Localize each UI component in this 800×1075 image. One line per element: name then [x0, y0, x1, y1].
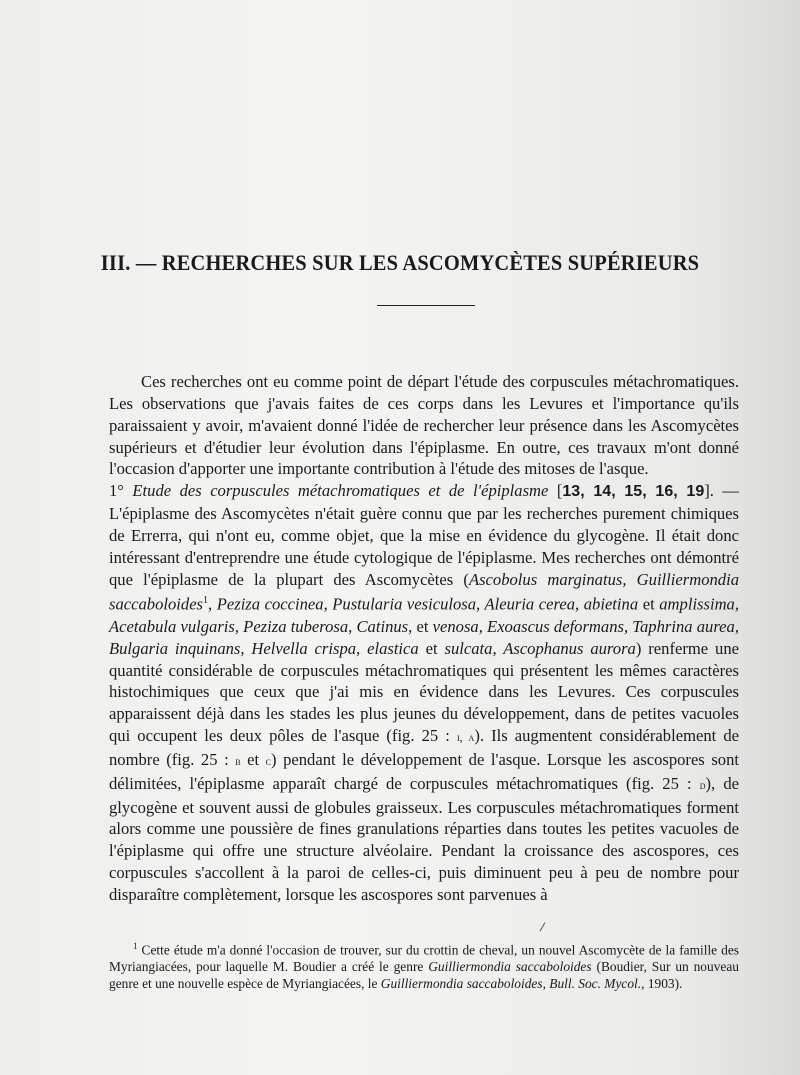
text-run: — L'épiplasme des Ascomycètes n'était guère connu que par les recherches purement chimiques de Errerra, qui n'ont eu, comme objet, que la mise en évidence du glycogène. Il était donc intéressant d'entreprendre une étude cytologique de l'épiplasme. Mes recherches ont démontré que l'épiplasme de la plupart des Ascomycètes ( [109, 481, 739, 589]
text-run: Cette étude m'a donné l'occasion de trouver, sur du crottin de cheval, un nouvel Ascomycète de la famille des Myriangiacées, pour laquelle M. Boudier a créé le genre [109, 942, 739, 975]
text-run: (Boudier, Sur un nouveau genre et une nouvelle espèce de Myriangiacées, le [109, 959, 739, 992]
species-list: Ascobolus marginatus, Guilliermondia saccaboloides [109, 569, 739, 614]
heading-rule [377, 305, 475, 306]
footnote [109, 938, 739, 993]
text-run: et [240, 749, 266, 769]
text-run: , 1903). [641, 976, 683, 992]
footnote-separator [539, 922, 550, 934]
citation: Guilliermondia saccaboloides, Bull. Soc. Mycol. [380, 976, 642, 992]
species-list: sulcata, Ascophanus aurora [444, 638, 636, 658]
footnote-text [109, 938, 739, 993]
text-run: ), de glycogène et souvent aussi de globules graisseux. Les corpuscules métachromatiques forment alors comme une poussière de fines granulations réparties dans toutes les petites vacuoles de l'épiplasme qui offre une structure alvéolaire. Pendant la croissance des ascospores, ces corpuscules s'accollent à la paroi de celles-ci, puis diminuent peu à peu de nombre pour disparaître complètement, lorsque les ascospores sont parvenues à [109, 773, 739, 904]
species-list: amplissima, Acetabula vulgaris, Peziza tuberosa, Catinus, [109, 594, 740, 636]
text-run: ) renferme une quantité considérable de corpuscules métachromatiques qui présentent les mêmes caractères histochimiques que ceux que j'ai mis en évidence dans les Levures. Ces corpuscules apparaissent déjà dans les stades les plus jeunes du développement, dans de petites vacuoles qui occupent les deux pôles de l'asque (fig. 25 : [109, 638, 740, 746]
footnote-number: 1 [133, 941, 138, 951]
species-list: venosa, Exoascus deformans, Taphrina aurea, Bulgaria inquinans, Helvella crispa, elastica [109, 616, 739, 658]
reference-numbers: 13, 14, 15, 16, 19 [562, 483, 705, 501]
figure-label: d [699, 777, 706, 792]
text-run: ). Ils augmentent considérablement de nombre (fig. 25 : [109, 726, 739, 769]
section-title: Etude des corpuscules métachromatiques et de l'épiplasme [132, 481, 549, 501]
figure-label: b [235, 753, 241, 768]
species-name: Guilliermondia saccaboloides [428, 959, 592, 975]
paragraph-intro: Ces recherches ont eu comme point de départ l'étude des corpuscules métachromatiques. Les observations que j'avais faites de ces corps dans les Levures et l'importance qu'ils paraissaient y avoir, m'avaient donné l'idée de rechercher leur présence dans les Ascomycètes supérieurs et d'étudier leur évolution dans l'épiplasme. En outre, ces travaux m'ont donné l'occasion d'apporter une importante contribution à l'étude des mitoses de l'asque. [109, 372, 739, 479]
text-run: et [418, 638, 445, 658]
paragraph-epiplasme: 1° Etude des corpuscules métachromatiques et de l'épiplasme [13, 14, 15, 16, 19]. — L'épiplasme des Ascomycètes n'était guère connu que par les recherches purement chimiques de Errerra, qui n'ont eu, comme objet, que la mise en évidence du glycogène. Il était donc intéressant d'entreprendre une étude cytologique de l'épiplasme. Mes recherches ont démontré que l'épiplasme de la plupart des Ascomycètes (Ascobolus marginatus, Guilliermondia saccaboloides$^1$, Peziza coccinea, Pustularia vesiculosa, Aleuria cerea, abietina et amplissima, Acetabula vulgaris, Peziza tuberosa, Catinus, et venosa, Exoascus deformans, Taphrina aurea, Bulgaria inquinans, Helvella crispa, elastica et sulcata, Ascophanus aurora) renferme une quantité considérable de corpuscules métachromatiques qui présentent les mêmes caractères histochimiques que ceux que j'ai mis en évidence dans les Levures. Ces corpuscules apparaissent déjà dans les stades les plus jeunes du développement, dans de petites vacuoles qui occupent les deux pôles de l'asque (fig. 25 : i, a). Ils augmentent considérablement de nombre (fig. 25 : b et c) pendant le développement de l'asque. Lorsque les ascospores sont délimitées, l'épiplasme apparaît chargé de corpuscules métachromatiques (fig. 25 : d), de glycogène et souvent aussi de globules graisseux. Les corpuscules métachromatiques forment alors comme une poussière de fines granulations réparties dans toutes les petites vacuoles de l'épiplasme qui offre une structure alvéolaire. Pendant la croissance des ascospores, ces corpuscules s'accollent à la paroi de celles-ci, puis diminuent peu à peu de nombre pour disparaître complètement, lorsque les ascospores sont parvenues à [109, 481, 740, 904]
text-run: et [412, 616, 433, 636]
section-heading: III. — RECHERCHES SUR LES ASCOMYCÈTES SUPÉRIEURS [100, 250, 700, 275]
body-text [109, 371, 739, 906]
figure-label: c [265, 753, 272, 768]
species-list: Peziza coccinea, Pustularia vesiculosa, Aleuria cerea, abietina [216, 594, 639, 614]
figure-label: i, a [456, 730, 475, 745]
text-run: et [638, 594, 660, 614]
text-run: , [208, 594, 217, 614]
text-run: ) pendant le développement de l'asque. Lorsque les ascospores sont délimitées, l'épiplasme apparaît chargé de corpuscules métachromatiques (fig. 25 : [109, 749, 739, 793]
section-number: 1° [109, 481, 124, 501]
footnote-marker: 1 [203, 595, 209, 607]
